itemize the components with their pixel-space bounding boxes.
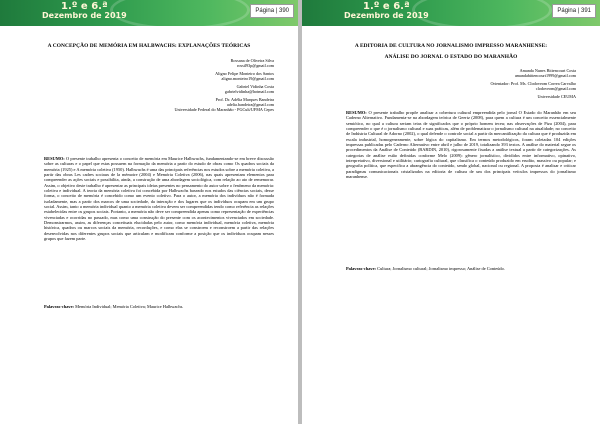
author-name: Prof. Dr. Adélia Marques Bandeira bbox=[215, 97, 274, 102]
abstract bbox=[346, 110, 576, 179]
abstract bbox=[44, 156, 274, 242]
author-name: Rossana de Oliveira Silva bbox=[230, 58, 274, 63]
author-email[interactable]: rossil93p@gmail.com bbox=[236, 63, 274, 69]
event-days: 1.º e 6.ª bbox=[61, 1, 108, 12]
event-banner bbox=[0, 0, 298, 26]
author-email[interactable]: clodoveom@gmail.com bbox=[535, 86, 576, 92]
author-entry bbox=[426, 94, 576, 99]
keywords bbox=[346, 266, 576, 271]
keywords-label: Palavras-chave: bbox=[346, 266, 376, 271]
abstract-label: RESUMO: bbox=[44, 156, 65, 161]
abstract-text: O presente trabalho propõe analisar a cobertura cultural empreendida pelo jornal O Estado do Maranhão em seu Caderno Alternativo. Fundamenta-se na abordagem teórica de Geertz (2008), para quem a cultura é um conceito essencialmente semiótico, no qual a cultura seriam teias de significados que o próprio homem teceu; nas observações de Piza (2004), para compreender o que é o jornalismo cultural e suas práticas, além de problematizar o jornalismo cultural na atualidade; no conceito de Indústria Cultural de Adorno (2002), o qual defende o controle social a partir da mercantilização da cultura que é produzida em escala industrial, homogeneamente, sobre lógica do capitalismo. Em termos metodológicos, foram coletadas 104 edições impressas publicadas pelo Caderno Alternativo entre abril e julho de 2019, totalizando 393 textos. A análise do material segue os procedimentos da Análise de Conteúdo (BARDIN, 2010), rigorosamente fixadas a análise textual a partir de categorizações. As categorias de análise estão definidas conforme Melo (2009): gênero jornalístico, divididos entre informativo, opinativo, interpretativo, diversional e utilitário; cartografia cultural, que classifica o conteúdo produzido em erudito, massivo ou popular; e geografia política, que especifica a abrangência do conteúdo, sendo global, nacional ou regional. A proposta é analisar e criticar paradigmas comunicacionais cristalizados na editoria de cultura de um dos principais veículos impressos do jornalismo maranhense. bbox=[346, 110, 576, 180]
page-number: Página | 390 bbox=[250, 4, 294, 18]
author-affiliation: Universidade Federal do Maranhão - PGCult/UFMA Cepes bbox=[174, 107, 274, 113]
abstract-label: RESUMO: bbox=[346, 110, 367, 115]
paper-title: A CONCEPÇÃO DE MEMÓRIA EM HALBWACHS: EXPLANAÇÕES TEÓRICAS bbox=[47, 43, 251, 49]
author-email[interactable]: adelia.bandeira@gmail.com bbox=[226, 102, 274, 108]
author-entry bbox=[124, 97, 274, 113]
keywords bbox=[44, 304, 274, 309]
author-block bbox=[124, 58, 274, 115]
author-email[interactable]: amandabittencourt1999@gmail.com bbox=[514, 73, 576, 79]
keywords-text: Memória Individual; Memória Coletiva; Maurice Halbwachs. bbox=[75, 304, 184, 309]
event-dates bbox=[344, 2, 429, 20]
keywords-label: Palavras-chave: bbox=[44, 304, 74, 309]
right-page bbox=[302, 0, 600, 424]
author-name: Gabriel Vidinha Costa bbox=[236, 84, 274, 89]
event-days: 1.º e 6.ª bbox=[363, 1, 410, 12]
author-name: Amanda Nunes Bittencourt Costa bbox=[519, 68, 576, 73]
paper-title-line2: ANÁLISE DO JORNAL O ESTADO DO MARANHÃO bbox=[384, 54, 518, 60]
author-name: Universidade CEUMA bbox=[537, 94, 576, 99]
left-page bbox=[0, 0, 298, 424]
keywords-text: Cultura; Jornalismo cultural; Jornalismo impresso; Análise de Conteúdo. bbox=[377, 266, 505, 271]
author-name: Orientador: Prof. Ms. Clodoveom Correa Carvalho bbox=[490, 81, 576, 86]
event-dates bbox=[42, 2, 127, 20]
event-month: Dezembro de 2019 bbox=[344, 11, 429, 20]
event-banner bbox=[302, 0, 600, 26]
abstract-text: O presente trabalho apresenta o conceito de memória em Maurice Halbwachs, fundamentando-se em breve discussão sobre as culturas e o papel que estas possuem na formação da memória a partir do estudo de obras como Os quadros sociais da memória (1925) e A memória coletiva (1950). Halbwachs é uma das principais referências nos estudos sobre a memória coletiva, a partir das obras Les cadres sociaux de la mémoire (2004) e Memória Coletiva (2006), nas quais apresentam elementos para compreender as ações sociais e possibilita, ainda, a construção de uma abordagem sociológica, com relação ao ato de rememorar. Assim, o objetivo deste trabalho é apresentar as principais ideias presentes no pensamento do autor sobre o fenômeno da memória: coletiva e individual. A teoria da memória coletiva foi concebida por Halbwachs baseado nos estudos das ciências sociais, desse forma, o conceito de memória é concebido como um evento coletivo. Para o autor, a memória dos indivíduos não é formada isoladamente, mas a partir dos marcos de uma sociedade, da interação e dos lugares que os indivíduos ocupam em um grupo social. Assim, tanto a memória individual quanto a memória coletiva devem ser compreendidas tendo como referência as relações estabelecidas entre os grupos sociais. Portanto, a memória não deve ser compreendida apenas como representação de experiências vivenciadas e ocorridas no passado, mas como uma construção do presente com os acontecimentos vivenciados em sociedade. Demonstrarmos, assim, as diferenças conceituais elucidadas pelo autor, como memória individual, memória coletiva, memória histórica, quadros ou marcos sociais da memória, recordações, e como elas se constroem e reconstroem a partir das relações desenvolvidas nos diferentes grupos sociais que articulam e modificam conforme a posição que os indivíduos ocupam nesses grupos que fazem parte. bbox=[44, 156, 274, 242]
paper-title-line1: A EDITORIA DE CULTURA NO JORNALISMO IMPRESSO MARANHENSE: bbox=[354, 43, 548, 49]
author-email[interactable]: gabrielvidinha@hotmail.com bbox=[224, 89, 274, 95]
author-entry bbox=[426, 68, 576, 78]
author-email[interactable]: aligno.monteiro19@gmail.com bbox=[221, 76, 274, 82]
event-month: Dezembro de 2019 bbox=[42, 11, 127, 20]
author-name: Aligno Felipe Monteiro dos Santos bbox=[215, 71, 274, 76]
page-number: Página | 391 bbox=[552, 4, 596, 18]
author-entry bbox=[426, 81, 576, 91]
author-entry bbox=[124, 71, 274, 81]
author-block bbox=[426, 68, 576, 102]
banner-swoosh bbox=[110, 0, 250, 26]
author-entry bbox=[124, 84, 274, 94]
banner-swoosh bbox=[412, 0, 552, 26]
author-entry bbox=[124, 58, 274, 68]
